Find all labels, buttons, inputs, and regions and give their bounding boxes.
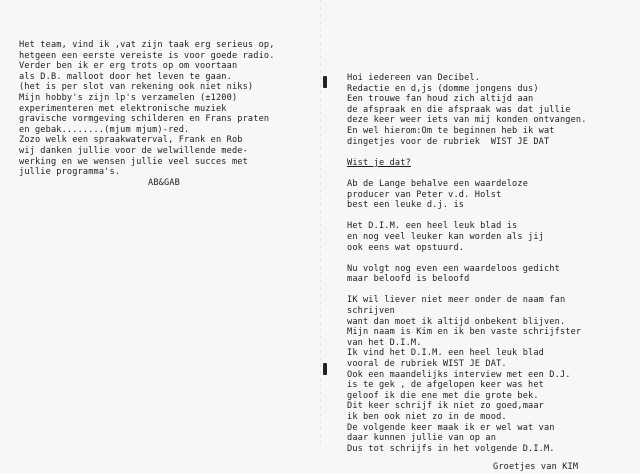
left-line: Het team, vind ik ,vat zijn taak erg serieus op, [19,40,275,50]
poem-line: want dan moet ik altijd onbekent blijven. [347,316,566,327]
body-line: Het D.I.M. een heel leuk blad is [347,221,518,232]
poem-line: IK wil liever niet meer onder de naam fan [347,295,566,306]
poem-line: Mijn naam is Kim en ik ben vaste schrijfster [347,327,582,338]
spacer [347,285,627,296]
poem-line: Dit keer schrijf ik niet zo goed,maar [347,401,544,412]
intro-line: Hoi iedereen van Decibel. [347,73,481,83]
poem-line: vooral de rubriek WIST JE DAT. [347,359,507,370]
body-line: ook eens wat opstuurd. [347,242,465,253]
intro-line: Een trouwe fan houd zich altijd aan [347,94,534,105]
left-line: Mijn hobby's zijn lp's verzamelen (±1200) [19,92,238,103]
spacer [347,147,627,158]
body-line: Nu volgt nog even een waardeloos gedicht [347,263,560,274]
left-line: als D.B. malloot door het leven te gaan. [19,71,232,82]
staple-mark-top [323,76,327,88]
poem-line: van het D.I.M. [347,337,422,348]
intro-line: dingetjes voor de rubriek WIST JE DAT [347,136,550,147]
spacer [347,168,627,179]
intro-line: de afspraak en die afspraak was dat jullie [347,104,571,115]
poem-line: geloof ik die ene met die grote bek. [347,390,539,401]
intro-line: deze keer weer iets van mij konden ontvangen. [347,115,587,126]
left-line: experimenteren met elektronische muziek [19,103,227,114]
left-line: (het is per slot van rekening ook niet niks) [19,82,254,93]
left-text-column [19,40,309,188]
poem-line: De volgende keer maak ik er wel wat van [347,422,555,433]
section-heading: Wist je dat? [347,157,411,168]
spacer [347,253,627,264]
staple-mark-bottom [323,363,327,375]
body-line: maar beloofd is beloofd [347,274,470,285]
body-line: producer van Peter v.d. Holst [347,189,502,200]
right-text-column [347,73,627,473]
right-signature: Groetjes van KIM [493,462,579,473]
poem-line: Dus tot schrijfs in het volgende D.I.M. [347,443,555,454]
poem-line: daar kunnen jullie van op an [347,433,497,444]
spacer [347,211,627,222]
body-line: best een leuke d.j. is [347,200,465,211]
left-line: wij danken jullie voor de welwillende mede- [19,145,248,156]
intro-line: En wel hierom:Om te beginnen heb ik wat [347,125,555,136]
body-line: en nog veel leuker kan worden als jij [347,231,544,242]
intro-line: Redactie en d,js (domme jongens dus) [347,83,539,94]
poem-line: Ook een maandelijks interview met een D.J. [347,369,571,380]
page-fold-line [320,0,321,449]
poem-line: ik ben ook niet zo in de mood. [347,412,507,422]
left-line: hetgeen een eerste vereiste is voor goede radio. [19,50,275,61]
left-line: Zozo welk een spraakwaterval, Frank en Rob [19,135,243,146]
poem-line: schrijven [347,306,395,317]
left-signature: AB&GAB [148,177,180,188]
body-line: Ab de Lange behalve een waardeloze [347,178,529,189]
left-line: Verder ben ik er erg trots op om voortaan [19,61,238,72]
poem-line: is te gek , de afgelopen keer was het [347,380,544,391]
left-line: gravische vormgeving schilderen en Frans praten [19,114,270,125]
left-line: jullie programma's. [19,167,121,178]
poem-line: Ik vind het D.I.M. een heel leuk blad [347,348,544,359]
left-line: werking en we wensen jullie veel succes met [19,156,248,167]
left-line: en gebak........(mjum mjum)-red. [19,124,190,135]
